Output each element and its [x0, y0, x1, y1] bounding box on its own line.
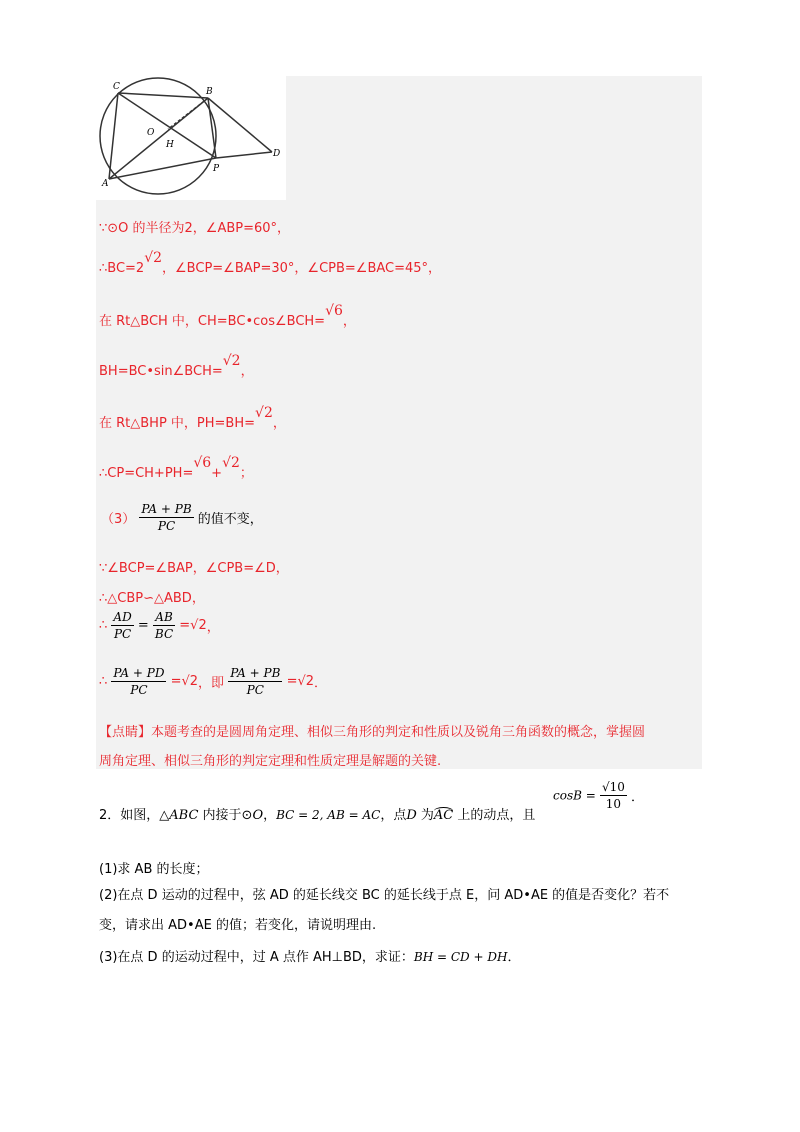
- denominator: BC: [154, 627, 174, 641]
- fraction-pa-pd-pc: [111, 666, 166, 697]
- value-sqrt2: =√2: [179, 618, 207, 633]
- point-d: D: [406, 808, 417, 823]
- that-is: ，即: [198, 676, 225, 691]
- line2-pre: ∴BC=2: [99, 261, 145, 276]
- line5-post: ，: [272, 416, 286, 431]
- numerator: PA + PB: [141, 502, 192, 516]
- label-h: H: [166, 140, 174, 150]
- fraction-pa-pb-pc-2: [228, 666, 282, 697]
- segment-ab: [109, 98, 208, 179]
- plus-sign: +: [211, 466, 223, 481]
- question-2-line-1: (2)在点 D 运动的过程中，弦 AD 的延长线交 BC 的延长线于点 E，问 AD•AE 的值是否变化？若不: [99, 888, 670, 903]
- problem-2-stem: [99, 804, 535, 823]
- therefore-sign: ∴: [99, 674, 108, 689]
- cos-label: cosB =: [553, 788, 596, 803]
- label-b: B: [206, 87, 213, 97]
- line3-pre: 在 Rt△BCH 中，CH=BC•cos∠BCH=: [99, 314, 326, 329]
- equation-bh: BH = CD + DH: [413, 950, 508, 964]
- sqrt-2: √2: [255, 405, 273, 421]
- sqrt-6: √6: [325, 303, 343, 319]
- stem-text: 上的动点，且: [453, 808, 536, 823]
- denominator: PC: [130, 683, 148, 697]
- denominator: PC: [246, 683, 264, 697]
- stem-text: 如图，△: [120, 808, 170, 823]
- segment-bd: [208, 98, 272, 152]
- numerator: PA + PB: [230, 666, 281, 680]
- solution-line-3: [99, 303, 356, 329]
- solution-line-9: ∴△CBP∽△ABD，: [99, 591, 205, 606]
- denominator: PC: [157, 519, 176, 533]
- solution-line-5: [99, 405, 286, 431]
- triangle-abc: ABC: [169, 808, 199, 823]
- comma: ，: [206, 620, 220, 635]
- question-3-text: (3)在点 D 的运动过程中，过 A 点作 AH⊥BD，求证：: [99, 950, 414, 965]
- comment-line-2: 周角定理、相似三角形的判定定理和性质定理是解题的关键.: [99, 754, 442, 769]
- part3-label: （3）: [101, 512, 136, 527]
- numerator: √10: [601, 780, 625, 794]
- sqrt-2: √2: [222, 353, 241, 369]
- comment-line-1: [99, 721, 645, 740]
- solution-line-4: [99, 353, 254, 379]
- question-1: (1)求 AB 的长度；: [99, 862, 209, 877]
- label-o: O: [147, 128, 155, 138]
- segment-pd: [216, 152, 272, 158]
- stem-text: ，: [263, 808, 277, 823]
- comment-tag: 【点睛】: [99, 725, 152, 740]
- solution-part3: [101, 502, 263, 533]
- segment-cb: [118, 93, 208, 98]
- fraction-pa-pb-pc: [139, 502, 193, 533]
- line6-pre: ∴CP=CH+PH=: [99, 466, 194, 481]
- part3-text: 的值不变，: [197, 512, 263, 527]
- denominator: PC: [113, 627, 132, 641]
- label-c: C: [113, 82, 120, 92]
- segment-bh-dashed: [168, 98, 208, 129]
- solution-line-8: ∵∠BCP=∠BAP，∠CPB=∠D，: [99, 561, 289, 576]
- line3-post: ，: [342, 314, 356, 329]
- condition-formula: BC = 2, AB = AC: [276, 808, 381, 822]
- sqrt-6: √6: [193, 455, 212, 471]
- numerator: AB: [153, 610, 175, 626]
- label-d: D: [273, 149, 281, 159]
- comment-text-1: 本题考查的是圆周角定理、相似三角形的判定和性质以及锐角三角函数的概念，掌握圆: [151, 725, 646, 740]
- period: ．: [507, 950, 521, 965]
- value-sqrt2: =√2: [170, 674, 199, 689]
- value-sqrt2: =√2: [286, 674, 315, 689]
- therefore-sign: ∴: [99, 618, 108, 633]
- geometry-figure: [96, 76, 286, 200]
- line5-pre: 在 Rt△BHP 中，PH=BH=: [99, 416, 256, 431]
- line4-post: ，: [240, 364, 254, 379]
- solution-line-10: [99, 610, 220, 641]
- numerator: AD: [113, 610, 132, 624]
- label-a: A: [102, 179, 109, 189]
- line6-post: ；: [239, 466, 253, 481]
- problem-number: 2．: [99, 808, 121, 823]
- solution-line-2: [99, 250, 442, 276]
- sqrt-2: √2: [222, 455, 240, 471]
- question-2-line-2: 变，请求出 AD•AE 的值；若变化，请说明理由.: [99, 918, 377, 933]
- fraction-ab-bc: [153, 610, 175, 641]
- circle-diagram: [96, 76, 286, 200]
- denominator: 10: [605, 797, 622, 811]
- solution-line-6: [99, 455, 253, 481]
- fraction-sqrt10-10: [600, 780, 627, 811]
- equals-sign: =: [137, 618, 149, 633]
- fraction-ad-pc: [111, 610, 133, 641]
- solution-line-11: [99, 666, 327, 697]
- stem-text: 内接于⊙: [198, 808, 253, 823]
- stem-text: 为: [416, 808, 434, 823]
- solution-line-1: ∵⊙O 的半径为2，∠ABP=60°，: [99, 221, 291, 236]
- period: ．: [314, 676, 328, 691]
- arc-ac: AC: [433, 808, 454, 823]
- line2-post: ，∠BCP=∠BAP=30°，∠CPB=∠BAC=45°，: [162, 261, 442, 276]
- sqrt-2: √2: [144, 250, 163, 266]
- label-p: P: [213, 164, 220, 174]
- cos-b-formula: [553, 780, 644, 811]
- segment-ca: [109, 93, 118, 179]
- stem-text: ，点: [380, 808, 407, 823]
- question-3: [99, 946, 520, 965]
- line4-pre: BH=BC•sin∠BCH=: [99, 364, 223, 379]
- numerator: PA + PD: [113, 666, 165, 680]
- period: ．: [631, 790, 645, 805]
- circle-o-label: O: [252, 808, 264, 823]
